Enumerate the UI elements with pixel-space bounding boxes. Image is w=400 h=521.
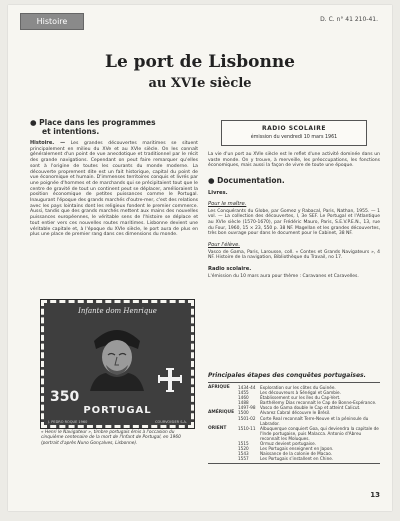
stage-year: 1501-02 xyxy=(238,415,256,421)
page-subtitle: au XVIe siècle xyxy=(148,76,252,91)
stage-text: Barthélemy Dias reconnaît le Cap de Bonne-Espérance. xyxy=(260,400,377,406)
radio-scolaire-label: Radio scolaire. xyxy=(208,265,252,272)
table-row xyxy=(208,456,380,461)
stamp-designer: J. PEDRO ROQUE 1960 xyxy=(48,420,88,424)
stages-heading: Principales étapes des conquêtes portugaises. xyxy=(208,372,366,379)
programmes-paragraph xyxy=(30,141,198,238)
stage-region xyxy=(208,456,238,461)
stage-region xyxy=(208,416,238,426)
stage-year: 1455 xyxy=(238,390,249,396)
stamp-printer: COURVOISIER S.A. xyxy=(155,420,187,424)
stage-text: Les Portugais enseignent en Japon. xyxy=(260,446,334,452)
stage-text: Les découvreurs à Sénégal et Gambie. xyxy=(260,390,341,396)
pour-les-eleves-text: Vasco de Gama, Paris, Larousse, coll. « Contes et Grands Navigateurs », 4 NF. Histoire de la navigation, Bibliothèque du Travail, no 17. xyxy=(208,249,380,261)
pour-le-maitre-label: Pour le maître. xyxy=(208,200,247,207)
stage-text: Établissement sur les îles du Cap-Vert. xyxy=(260,395,341,401)
stage-region: ORIENT xyxy=(208,425,227,431)
stamp-image xyxy=(41,300,194,428)
paragraph-lead: Histoire. — xyxy=(30,140,66,146)
stage-text: Ormuz devient portugaise. xyxy=(260,441,316,447)
stage-year: 1497-98 xyxy=(238,405,256,411)
stage-text: Naissance de la colonie de Macao. xyxy=(260,451,333,457)
section-heading-programmes: ● Place dans les programmes xyxy=(30,118,156,127)
paragraph-body: Les grandes découvertes maritimes se situent principalement en milieu du XVe et au XVIe siècle. On les connaît généralement d'un point de vue anecdotique et traditionnel par le récit des grande navigations. Cependant on peut faire remarquer qu'elles sont à l'origine de toutes les courants du monde moderne. La découverte proprement dite est un fait historique, capital du point de vue économique et humain. D'immenses territoires conquis et livrés par une poignée d'hommes et de marchands qui se précipitaient tout que le centre de gravité de tout un continent peut se déplacer, amélioraient la position économique de petites puissances comme le Portugal. Inaugurant l'époque des grands marchés d'outre-mer, c'est des relations avec les pays lointains dont les religieux fondent le premier commerce. Aussi, tandis que des grands marchés mettent aux mains des nouvelles puissances européennes, le véritable sens de l'histoire se déplace et tout entier vers ces nouvelles routes maritimes. Lisbonne devient une véritable capitale et, à l'époque du XVIe siècle, le port aura de plus en plus une place de premier rang dans ces dimensions du monde. xyxy=(30,141,198,238)
stage-text: Les Portugais s'installent en Chine. xyxy=(260,456,334,462)
pour-le-maitre-text: Les Conquérants du Globe, par Gomez y Rabacal, Paris, Nathan, 1955. — 1 vol. — La collection des découvertes, I, 3e SEF. Le Portugal et l'Atlantique au XVIe siècle (1570-1670), par Frédéric Mauro, Paris, S.E.V.P.E.N., 13, rue du Four, 1960, 15 × 23, 550 p. 38 NF. Magellan et les grandes découvertes, très bon ouvrage pour dans le document pour le Cabinet, 38 NF. xyxy=(208,208,380,237)
stamp-caption: « Henri le Navigateur », timbre portugais émis à l'occasion du cinquième centenaire de la mort de l'Infant de Portugal, en 1960 (portrait d'après Nuno Gonçalves, Lisbonne). xyxy=(41,430,181,446)
stage-year: 1520 xyxy=(238,446,249,452)
portrait-illustration xyxy=(86,321,148,391)
document-page xyxy=(8,5,392,511)
stage-region: AMÉRIQUE xyxy=(208,410,235,416)
stage-year: 1460 xyxy=(238,395,249,401)
documentation-heading: ● Documentation. xyxy=(208,175,285,185)
radio-info-box xyxy=(221,120,367,146)
radio-box-subtitle: émission du vendredi 10 mars 1961 xyxy=(250,135,338,140)
livres-label: Livres. xyxy=(208,189,228,196)
stamp-footer xyxy=(48,420,187,424)
stage-year: 1488 xyxy=(238,400,249,406)
stages-table xyxy=(208,382,380,464)
stage-text: Albuquerque conquiert Goa, qui deviendra la capitale de l'Inde portugaise, puis Malacca. Antonio d'Abreu reconnaît les Moluques. xyxy=(260,425,379,441)
page-title: Le port de Lisbonne xyxy=(104,52,295,72)
issue-reference: D. C. n° 41 210-41. xyxy=(320,16,378,23)
stage-region: AFRIQUE xyxy=(208,385,230,390)
section-tag: Histoire xyxy=(20,13,84,30)
stamp-country: PORTUGAL xyxy=(83,405,152,416)
stage-year: 1500 xyxy=(238,410,249,416)
stamp-value: 350 xyxy=(50,389,80,405)
right-column xyxy=(208,118,380,280)
page-number: 13 xyxy=(370,491,380,499)
stage-year: 1434-44 xyxy=(238,385,256,390)
radio-scolaire-text: L'émission du 10 mars aura pour thème : Caravanes et Caravelles. xyxy=(208,273,359,279)
section-heading-intentions: et intentions. xyxy=(42,127,100,136)
stage-year: 1557 xyxy=(238,456,249,462)
stage-year: 1510-11 xyxy=(238,425,256,431)
intro-paragraph: La vie d'un port au XVIe siècle est le reflet d'une activité dominée dans un vaste monde. On y trouve, à merveille, les préoccupations, les fonctions économiques, mais aussi la façon de vivre de toute une époque. xyxy=(208,152,380,169)
radio-box-title: RADIO SCOLAIRE xyxy=(262,125,326,132)
cross-emblem-icon xyxy=(157,367,183,393)
stamp-header-text: Infante dom Henrique xyxy=(78,307,157,315)
stage-year: 1515 xyxy=(238,441,249,447)
stage-text: Exploration sur les côtes du Guinée. xyxy=(260,385,336,390)
stage-year: 1543 xyxy=(238,451,249,457)
stage-text: Vasco de Gama double le Cap et atteint Calicut. xyxy=(260,405,361,411)
pour-les-eleves-label: Pour l'élève. xyxy=(208,241,240,248)
left-column xyxy=(30,118,198,238)
stage-text: Corte Real reconnaît Terre-Neuve et la péninsule du Labrador. xyxy=(260,415,369,426)
table-row xyxy=(208,426,380,441)
stage-text: Alvarez Cabral découvre le Brésil. xyxy=(260,410,331,416)
table-row xyxy=(208,416,380,426)
